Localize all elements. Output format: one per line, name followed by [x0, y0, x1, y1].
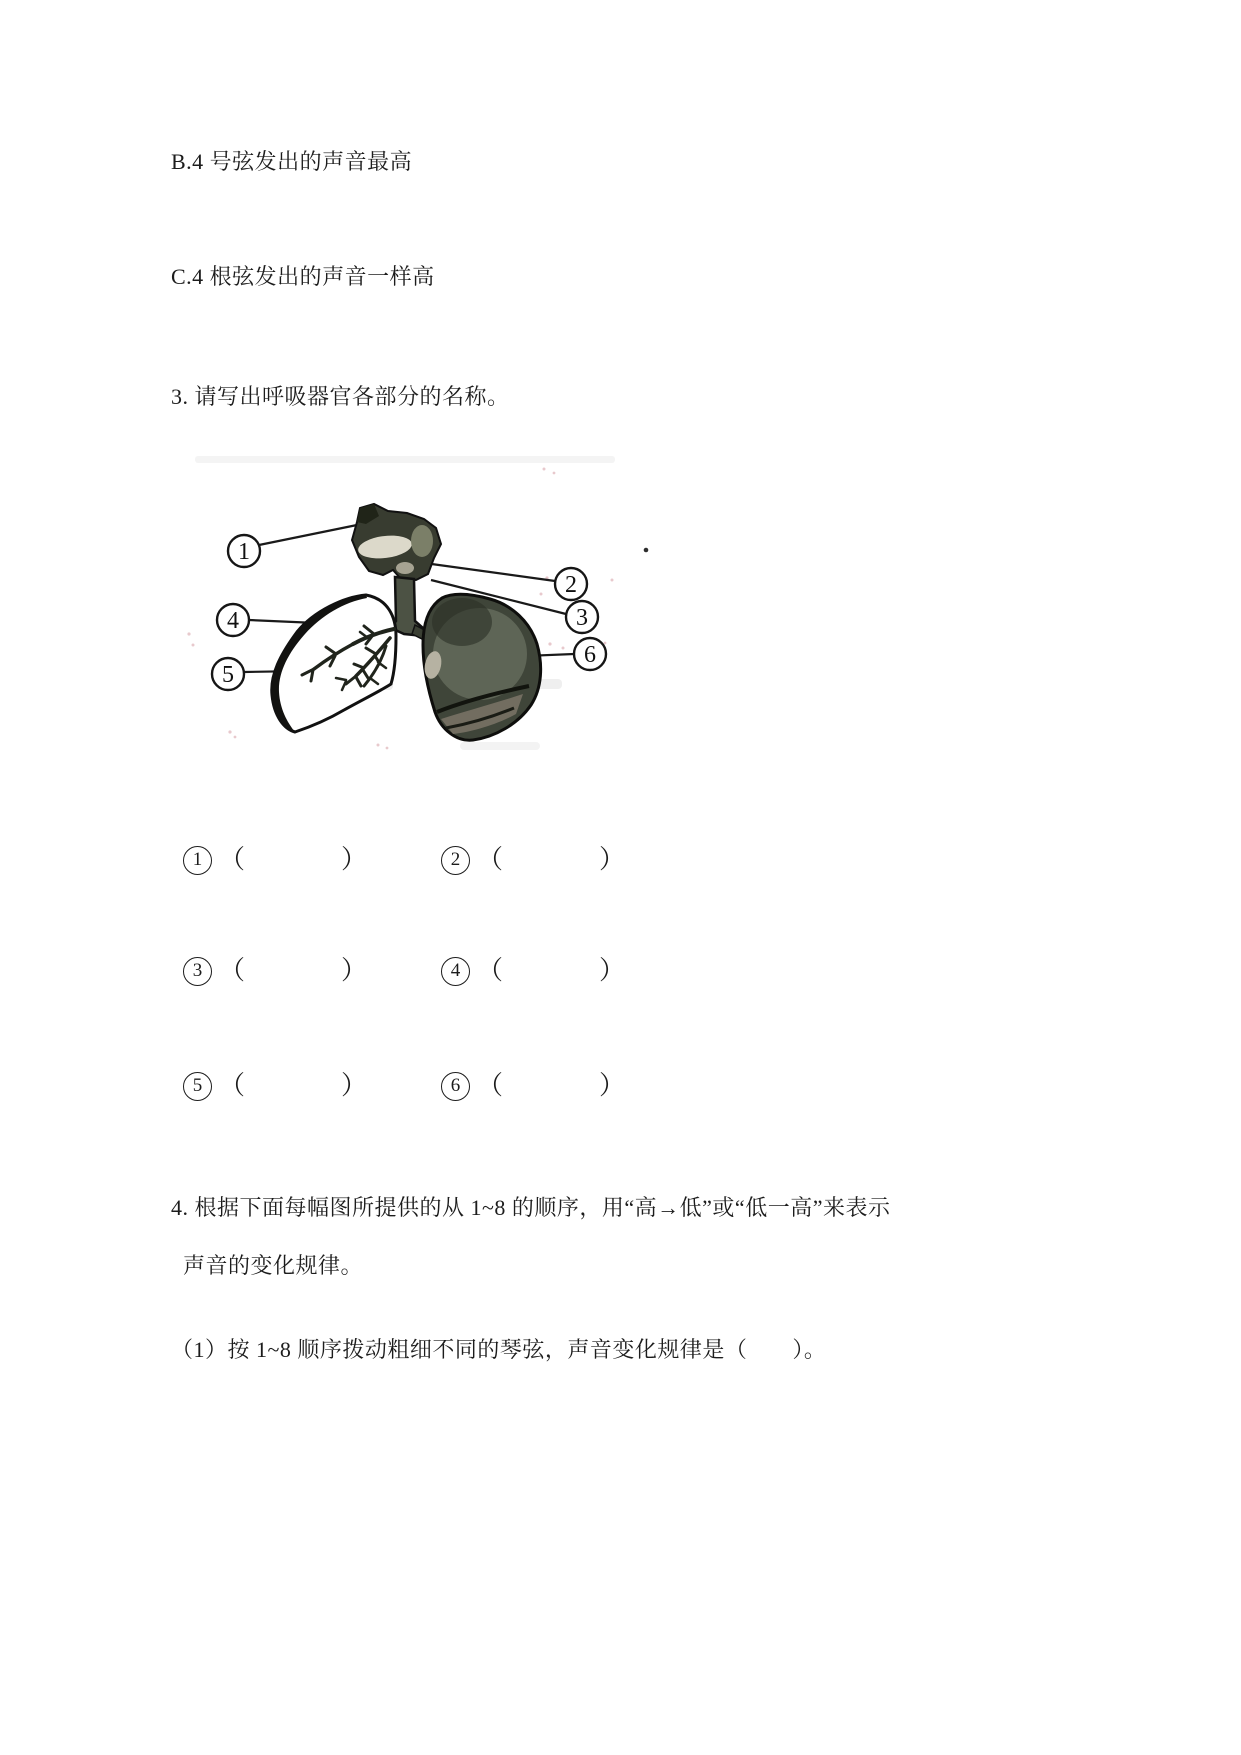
option-c-text: C.4 根弦发出的声音一样高 — [171, 264, 435, 289]
svg-text:1: 1 — [238, 539, 250, 565]
answer-blank-3 — [245, 971, 341, 972]
question3-title: 3. 请写出呼吸器官各部分的名称。 — [171, 384, 510, 409]
circled-number-1: 1 — [183, 846, 212, 875]
circled-number-4: 4 — [441, 957, 470, 986]
svg-text:4: 4 — [227, 608, 239, 634]
paren-open: （ — [477, 956, 504, 985]
paren-close: ） — [341, 1071, 368, 1100]
respiratory-diagram — [160, 428, 680, 773]
diagram-label-1 — [228, 535, 260, 567]
paren-open: （ — [219, 845, 246, 874]
respiratory-diagram-svg — [160, 428, 680, 773]
option-b-text: B.4 号弦发出的声音最高 — [171, 149, 413, 174]
paren-close: ） — [341, 845, 368, 874]
right-lung-shape — [422, 594, 540, 740]
svg-text:6: 6 — [584, 642, 596, 668]
answer-blank-2 — [503, 860, 599, 861]
paren-close: ） — [599, 845, 626, 874]
answer-row-2 — [183, 955, 625, 987]
circled-number-6: 6 — [441, 1072, 470, 1101]
circled-number-3: 3 — [183, 957, 212, 986]
diagram-label-4 — [217, 604, 249, 636]
paren-close: ） — [341, 956, 368, 985]
circled-number-2: 2 — [441, 846, 470, 875]
paren-open: （ — [477, 845, 504, 874]
question4-sub1-text: （1）按 1~8 顺序拨动粗细不同的琴弦，声音变化规律是（ ）。 — [171, 1337, 827, 1362]
left-lung-shape — [272, 595, 396, 732]
paren-open: （ — [477, 1071, 504, 1100]
paren-open: （ — [219, 956, 246, 985]
svg-text:2: 2 — [565, 572, 577, 598]
diagram-label-6 — [574, 638, 606, 670]
answer-blank-1 — [245, 860, 341, 861]
stray-dot — [644, 548, 649, 553]
circled-number-5: 5 — [183, 1072, 212, 1101]
answer-row-3 — [183, 1070, 625, 1102]
answer-blank-6 — [503, 1086, 599, 1087]
answer-blank-5 — [245, 1086, 341, 1087]
paren-open: （ — [219, 1071, 246, 1100]
diagram-label-2 — [555, 568, 587, 600]
diagram-label-3 — [566, 601, 598, 633]
svg-text:3: 3 — [576, 605, 588, 631]
larynx-shape — [352, 504, 441, 580]
answer-blank-4 — [503, 971, 599, 972]
paren-close: ） — [599, 956, 626, 985]
answer-row-1 — [183, 844, 625, 876]
diagram-label-5 — [212, 658, 244, 690]
paren-close: ） — [599, 1071, 626, 1100]
svg-text:5: 5 — [222, 662, 234, 688]
question4-text-line2: 声音的变化规律。 — [183, 1253, 364, 1278]
question4-text-line1: 4. 根据下面每幅图所提供的从 1~8 的顺序，用“高→低”或“低一高”来表示 — [171, 1195, 891, 1220]
